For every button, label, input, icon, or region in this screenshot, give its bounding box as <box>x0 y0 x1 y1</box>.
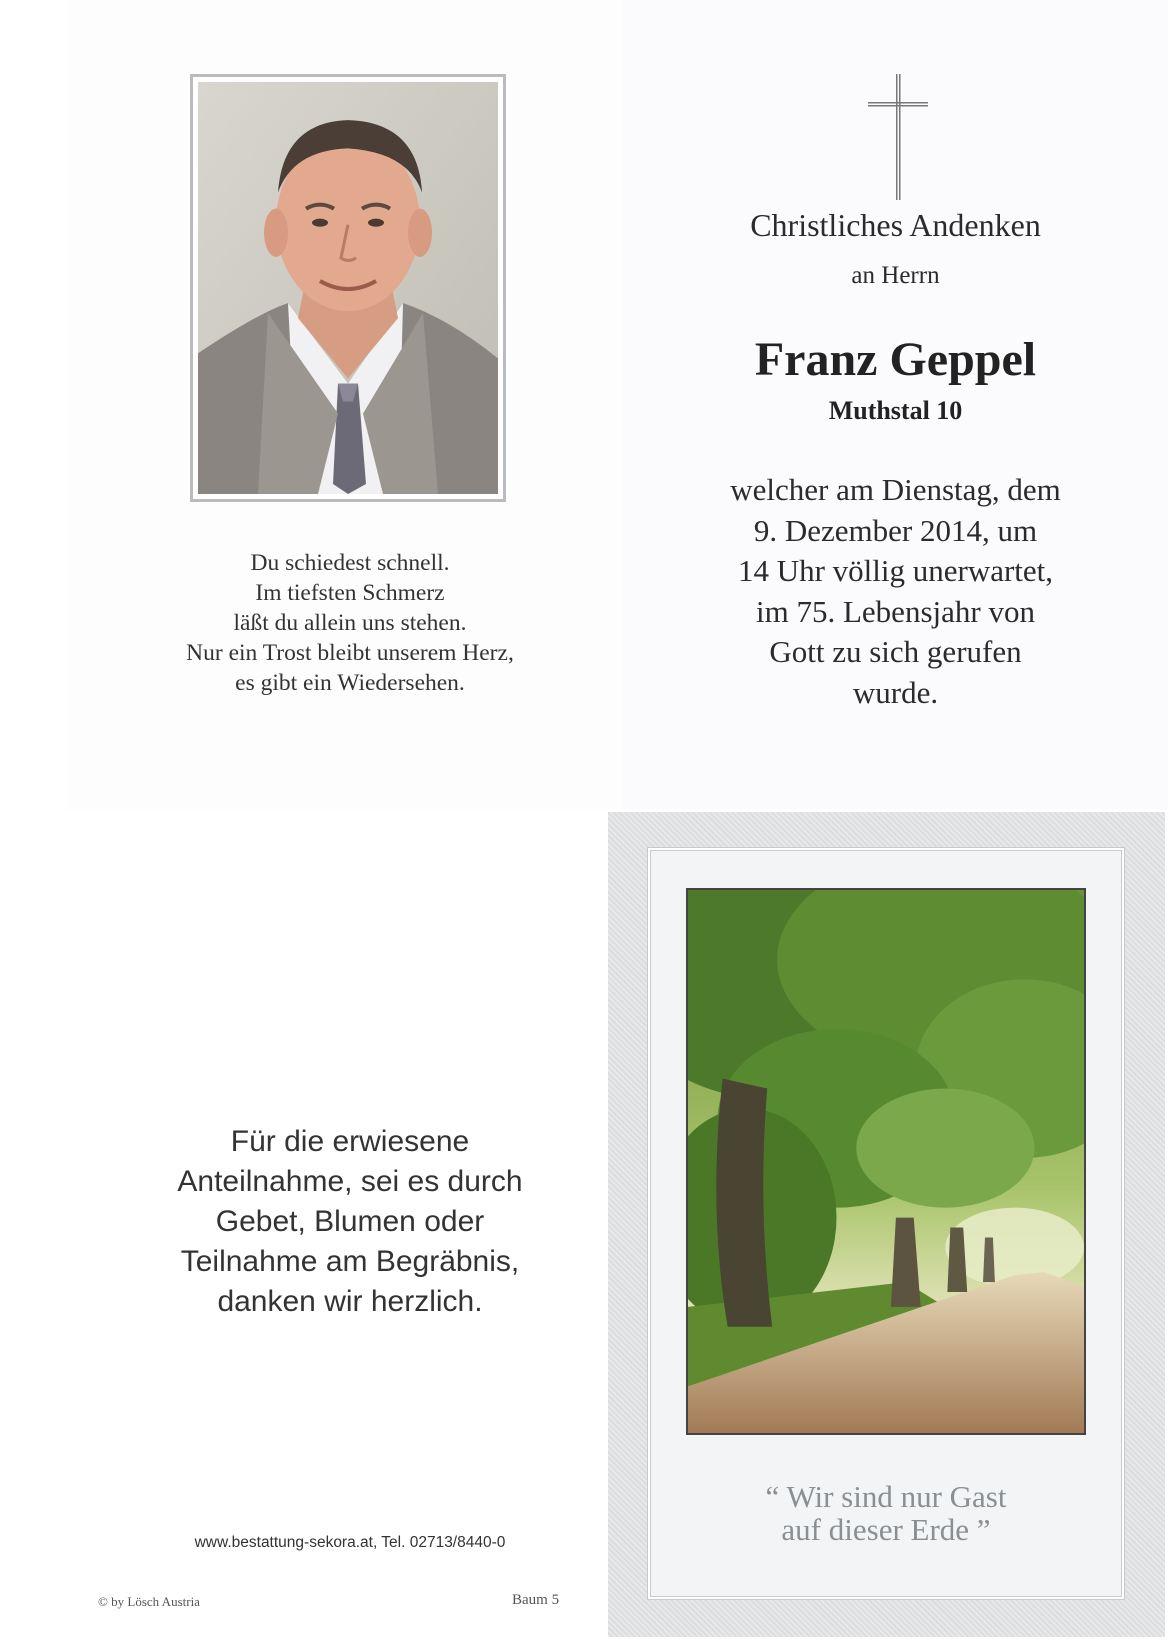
poem-line: läßt du allein uns stehen. <box>233 610 467 636</box>
notice-line: welcher am Dienstag, dem <box>730 472 1061 507</box>
cross-icon <box>866 74 930 200</box>
notice-line: Gott zu sich gerufen <box>769 634 1022 669</box>
quote <box>648 1480 1124 1546</box>
notice-line: wurde. <box>852 674 939 710</box>
thanks-line: Gebet, Blumen oder <box>215 1205 485 1238</box>
poem-line: Nur ein Trost bleibt unserem Herz, <box>186 640 514 666</box>
portrait-photo <box>190 74 506 502</box>
notice-line: 14 Uhr völlig unerwartet, <box>737 553 1054 588</box>
copyright-note: © by Lösch Austria <box>98 1594 200 1609</box>
tree-avenue-photo <box>686 888 1086 1435</box>
thanks-line: danken wir herzlich. <box>217 1285 483 1318</box>
poem-line: es gibt ein Wiedersehen. <box>235 670 465 696</box>
death-notice <box>623 470 1168 713</box>
funeral-home-contact: www.bestattung-sekora.at, Tel. 02713/8440-0 <box>194 1534 506 1551</box>
design-code: Baum 5 <box>512 1592 560 1608</box>
quote-line: auf dieser Erde ” <box>781 1512 991 1547</box>
thanks-line: Teilnahme am Begräbnis, <box>180 1245 520 1278</box>
thanks-text <box>120 1122 580 1322</box>
poem <box>140 548 560 698</box>
notice-line: 9. Dezember 2014, um <box>753 512 1038 548</box>
memorial-title: Christliches Andenken <box>750 207 1041 243</box>
quote-line: “ Wir sind nur Gast <box>765 1479 1007 1514</box>
notice-line: im 75. Lebensjahr von <box>756 593 1035 629</box>
deceased-name: Franz Geppel <box>754 333 1037 386</box>
poem-line: Du schiedest schnell. <box>250 550 450 576</box>
deceased-address: Muthstal 10 <box>828 396 963 425</box>
thanks-line: Für die erwiesene <box>230 1125 470 1158</box>
poem-line: Im tiefsten Schmerz <box>255 580 445 606</box>
thanks-line: Anteilnahme, sei es durch <box>177 1165 523 1198</box>
salutation: an Herrn <box>851 262 940 289</box>
